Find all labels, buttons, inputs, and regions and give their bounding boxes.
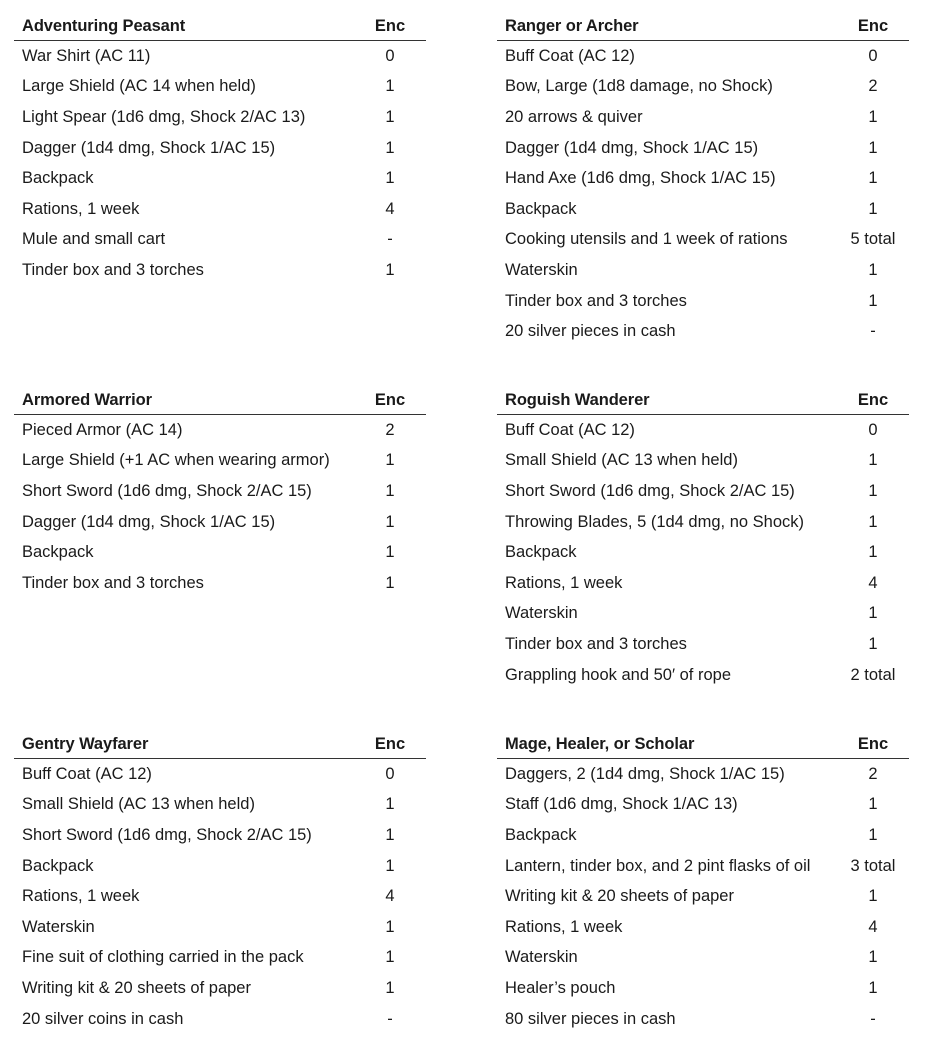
table-row [497,1004,909,1035]
table-row [497,286,909,317]
item-encumbrance: 1 [868,291,878,310]
item-encumbrance: 0 [868,46,878,65]
table-row [497,537,909,568]
item-encumbrance: 2 total [850,665,896,684]
item-name: Buff Coat (AC 12) [22,764,152,783]
table-row [14,537,426,568]
item-name: Lantern, tinder box, and 2 pint flasks of oil [505,856,811,875]
table-row [14,790,426,821]
item-name: Large Shield (+1 AC when wearing armor) [22,451,330,470]
enc-column-header: Enc [857,735,889,753]
item-encumbrance: 1 [868,634,878,653]
table-row [497,851,909,882]
item-encumbrance: 1 [385,169,395,188]
item-encumbrance: 2 [385,420,395,439]
kit-table-roguish-wanderer [497,384,909,690]
item-name: Dagger (1d4 dmg, Shock 1/AC 15) [505,138,759,157]
item-name: Light Spear (1d6 dmg, Shock 2/AC 13) [22,107,306,126]
item-encumbrance: - [387,230,393,249]
item-encumbrance: 1 [385,543,395,562]
item-name: 20 silver coins in cash [22,1009,184,1028]
kit-header [497,384,909,415]
item-name: Waterskin [505,948,578,967]
table-row [497,629,909,660]
table-row [497,759,909,790]
table-row [14,1004,426,1035]
item-encumbrance: 1 [868,451,878,470]
item-encumbrance: 1 [868,948,878,967]
item-encumbrance: 1 [385,917,395,936]
item-name: Rations, 1 week [22,199,140,218]
table-row [14,163,426,194]
table-row [14,973,426,1004]
item-encumbrance: 1 [868,169,878,188]
enc-column-header: Enc [857,391,889,409]
item-name: Staff (1d6 dmg, Shock 1/AC 13) [505,795,738,814]
item-name: Backpack [505,825,577,844]
table-row [497,316,909,347]
item-name: Tinder box and 3 torches [22,260,204,279]
item-encumbrance: 4 [868,573,878,592]
item-name: Short Sword (1d6 dmg, Shock 2/AC 15) [22,825,312,844]
kit-table-adventuring-peasant [14,10,426,286]
item-name: Backpack [505,199,577,218]
kit-title: Roguish Wanderer [505,391,650,409]
table-row [14,41,426,72]
item-encumbrance: 5 total [850,230,896,249]
enc-column-header: Enc [374,17,406,35]
item-name: Daggers, 2 (1d4 dmg, Shock 1/AC 15) [505,764,785,783]
item-name: Waterskin [505,604,578,623]
item-encumbrance: 1 [385,451,395,470]
table-row [14,255,426,286]
item-name: Tinder box and 3 torches [22,573,204,592]
table-row [497,41,909,72]
item-name: Writing kit & 20 sheets of paper [22,978,251,997]
item-encumbrance: - [387,1009,393,1028]
table-row [497,790,909,821]
table-row [497,912,909,943]
table-row [497,255,909,286]
table-row [497,476,909,507]
table-row [14,102,426,133]
enc-column-header: Enc [857,17,889,35]
item-encumbrance: 1 [868,199,878,218]
item-encumbrance: 1 [385,978,395,997]
item-encumbrance: 1 [385,795,395,814]
item-encumbrance: 1 [385,481,395,500]
item-name: Fine suit of clothing carried in the pack [22,948,304,967]
item-encumbrance: 1 [385,260,395,279]
item-name: Healer’s pouch [505,978,616,997]
item-name: Rations, 1 week [22,887,140,906]
item-encumbrance: 4 [385,199,395,218]
item-encumbrance: 1 [868,795,878,814]
enc-column-header: Enc [374,735,406,753]
item-encumbrance: 1 [868,604,878,623]
item-encumbrance: 1 [385,948,395,967]
table-row [14,133,426,164]
item-encumbrance: 3 total [850,856,896,875]
item-name: Short Sword (1d6 dmg, Shock 2/AC 15) [505,481,795,500]
item-name: Buff Coat (AC 12) [505,46,635,65]
item-name: Backpack [22,169,94,188]
table-row [14,225,426,256]
table-row [14,881,426,912]
item-encumbrance: 0 [385,46,395,65]
item-encumbrance: 1 [385,512,395,531]
item-encumbrance: 1 [868,481,878,500]
item-name: Hand Axe (1d6 dmg, Shock 1/AC 15) [505,169,776,188]
item-encumbrance: 1 [385,138,395,157]
item-name: Tinder box and 3 torches [505,291,687,310]
kit-title: Armored Warrior [22,391,152,409]
table-row [497,973,909,1004]
kit-title: Mage, Healer, or Scholar [505,735,695,753]
item-name: Small Shield (AC 13 when held) [22,795,255,814]
item-encumbrance: 1 [385,107,395,126]
item-name: Waterskin [505,260,578,279]
kit-header [497,728,909,759]
table-row [14,851,426,882]
table-row [14,912,426,943]
table-row [497,133,909,164]
item-name: Rations, 1 week [505,573,623,592]
item-encumbrance: 1 [385,825,395,844]
item-encumbrance: 1 [868,512,878,531]
item-encumbrance: 0 [868,420,878,439]
item-encumbrance: - [870,322,876,341]
kit-title: Gentry Wayfarer [22,735,149,753]
item-encumbrance: 2 [868,764,878,783]
table-row [497,881,909,912]
table-row [497,446,909,477]
item-name: Small Shield (AC 13 when held) [505,451,738,470]
item-name: Tinder box and 3 torches [505,634,687,653]
table-row [14,194,426,225]
item-name: Short Sword (1d6 dmg, Shock 2/AC 15) [22,481,312,500]
table-row [497,660,909,691]
item-encumbrance: 1 [385,856,395,875]
item-encumbrance: 1 [385,573,395,592]
kit-table-armored-warrior [14,384,426,599]
table-row [497,943,909,974]
table-row [14,476,426,507]
item-encumbrance: 1 [868,978,878,997]
table-row [497,507,909,538]
item-encumbrance: 1 [868,543,878,562]
table-row [14,820,426,851]
item-encumbrance: 1 [868,825,878,844]
item-name: Mule and small cart [22,230,166,249]
kit-title: Adventuring Peasant [22,17,186,35]
item-name: Dagger (1d4 dmg, Shock 1/AC 15) [22,138,276,157]
item-name: Grappling hook and 50′ of rope [505,665,732,684]
table-row [14,507,426,538]
item-encumbrance: 4 [385,887,395,906]
table-row [497,72,909,103]
item-name: Backpack [505,543,577,562]
kit-header [497,10,909,41]
table-row [497,415,909,446]
table-row [497,163,909,194]
table-row [497,599,909,630]
table-row [14,943,426,974]
item-encumbrance: 0 [385,764,395,783]
table-row [497,820,909,851]
table-row [497,194,909,225]
item-name: Bow, Large (1d8 damage, no Shock) [505,77,773,96]
item-encumbrance: 1 [868,260,878,279]
item-name: Buff Coat (AC 12) [505,420,635,439]
kit-header [14,728,426,759]
item-name: Throwing Blades, 5 (1d4 dmg, no Shock) [505,512,804,531]
item-name: Rations, 1 week [505,917,623,936]
item-name: Writing kit & 20 sheets of paper [505,887,734,906]
item-encumbrance: 1 [868,887,878,906]
table-row [14,72,426,103]
item-name: Dagger (1d4 dmg, Shock 1/AC 15) [22,512,276,531]
item-encumbrance: 1 [868,107,878,126]
item-name: Backpack [22,543,94,562]
item-name: 80 silver pieces in cash [505,1009,676,1028]
item-encumbrance: 1 [385,77,395,96]
item-encumbrance: 2 [868,77,878,96]
item-encumbrance: 1 [868,138,878,157]
kit-header [14,10,426,41]
item-name: Large Shield (AC 14 when held) [22,77,256,96]
table-row [497,225,909,256]
item-encumbrance: 4 [868,917,878,936]
table-row [14,415,426,446]
table-row [14,446,426,477]
table-row [497,568,909,599]
item-name: Backpack [22,856,94,875]
table-row [14,759,426,790]
kit-title: Ranger or Archer [505,17,639,35]
item-encumbrance: - [870,1009,876,1028]
enc-column-header: Enc [374,391,406,409]
item-name: Waterskin [22,917,95,936]
table-row [14,568,426,599]
kit-header [14,384,426,415]
item-name: War Shirt (AC 11) [22,46,151,65]
item-name: 20 arrows & quiver [505,107,643,126]
table-row [497,102,909,133]
item-name: Pieced Armor (AC 14) [22,420,183,439]
kit-table-ranger-or-archer [497,10,909,347]
item-name: 20 silver pieces in cash [505,322,676,341]
kit-table-gentry-wayfarer [14,728,426,1034]
item-name: Cooking utensils and 1 week of rations [505,230,788,249]
kit-table-mage-healer-or-scholar [497,728,909,1034]
